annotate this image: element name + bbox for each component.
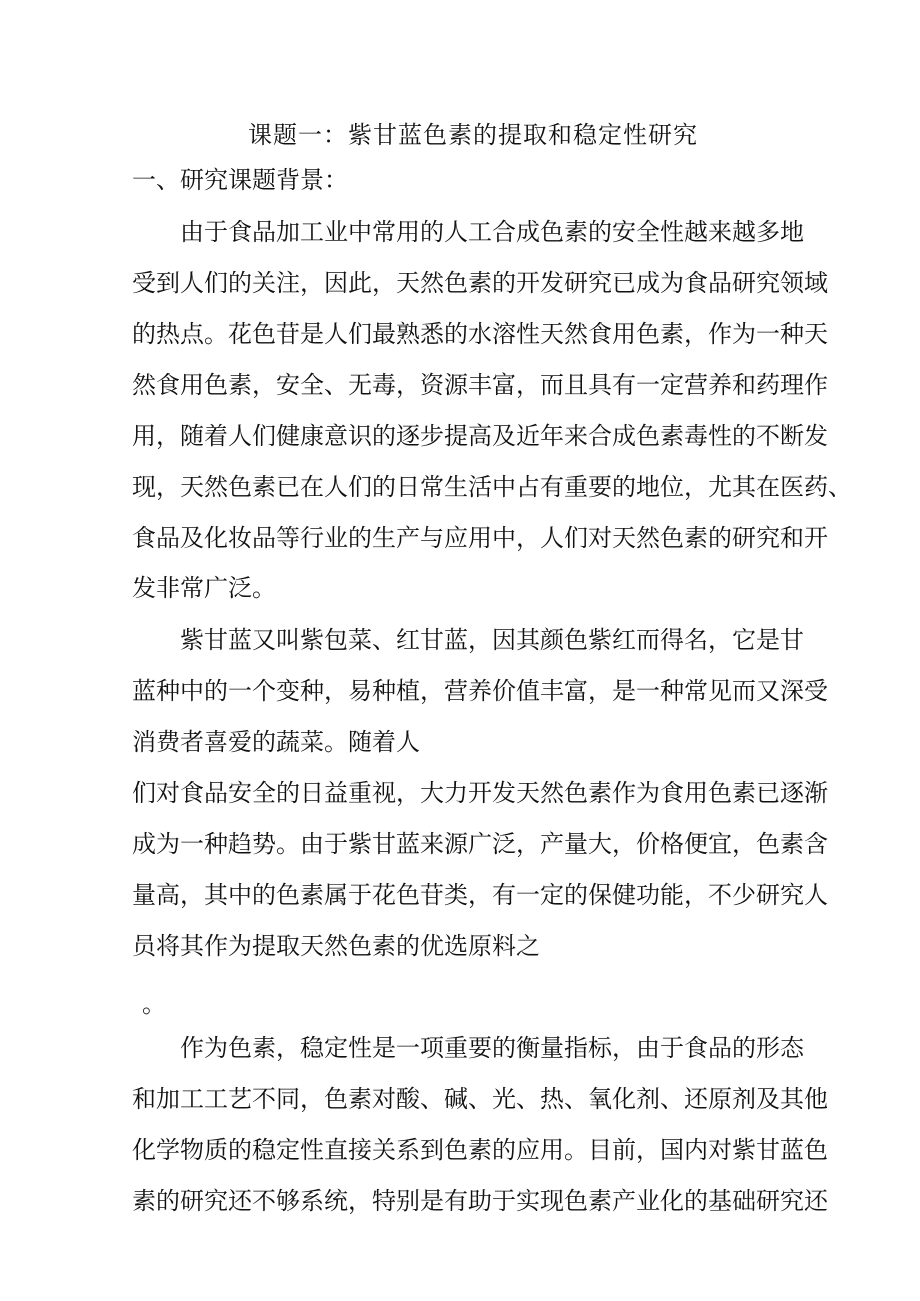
paragraph1-line: 的热点。花色苷是人们最熟悉的水溶性天然食用色素，作为一种天 (132, 320, 828, 348)
paragraph1-line: 由于食品加工业中常用的人工合成色素的安全性越来越多地 (180, 218, 804, 246)
paragraph2-line: 成为一种趋势。由于紫甘蓝来源广泛，产量大，价格便宜，色素含 (132, 830, 828, 858)
document-title: 课题一：紫甘蓝色素的提取和稳定性研究 (248, 121, 698, 149)
paragraph2-line: 。 (142, 990, 166, 1018)
paragraph1-line: 然食用色素，安全、无毒，资源丰富，而且具有一定营养和药理作 (132, 371, 828, 399)
paragraph2-line: 员将其作为提取天然色素的优选原料之 (132, 932, 540, 960)
paragraph3-line: 作为色素，稳定性是一项重要的衡量指标，由于食品的形态 (180, 1034, 804, 1062)
paragraph3-line: 素的研究还不够系统，特别是有助于实现色素产业化的基础研究还 (132, 1187, 828, 1215)
paragraph3-line: 和加工工艺不同，色素对酸、碱、光、热、氧化剂、还原剂及其他 (132, 1085, 828, 1113)
paragraph1-line: 用，随着人们健康意识的逐步提高及近年来合成色素毒性的不断发 (132, 422, 828, 450)
paragraph2-line: 量高，其中的色素属于花色苷类，有一定的保健功能，不少研究人 (132, 881, 828, 909)
paragraph3-line: 化学物质的稳定性直接关系到色素的应用。目前，国内对紫甘蓝色 (132, 1136, 828, 1164)
paragraph2-line: 消费者喜爱的蔬菜。随着人 (132, 728, 420, 756)
paragraph2-line: 们对食品安全的日益重视，大力开发天然色素作为食用色素已逐渐 (132, 779, 828, 807)
paragraph2-line: 紫甘蓝又叫紫包菜、红甘蓝，因其颜色紫红而得名，它是甘 (180, 626, 804, 654)
paragraph1-line: 受到人们的关注，因此，天然色素的开发研究已成为食品研究领域 (132, 269, 828, 297)
paragraph2-line: 蓝种中的一个变种，易种植，营养价值丰富，是一种常见而又深受 (132, 677, 828, 705)
paragraph1-line: 发非常广泛。 (132, 574, 276, 602)
paragraph1-line: 食品及化妆品等行业的生产与应用中，人们对天然色素的研究和开 (132, 524, 828, 552)
paragraph1-line: 现，天然色素已在人们的日常生活中占有重要的地位，尤其在医药、 (132, 473, 852, 501)
section-heading: 一、研究课题背景： (132, 166, 348, 194)
